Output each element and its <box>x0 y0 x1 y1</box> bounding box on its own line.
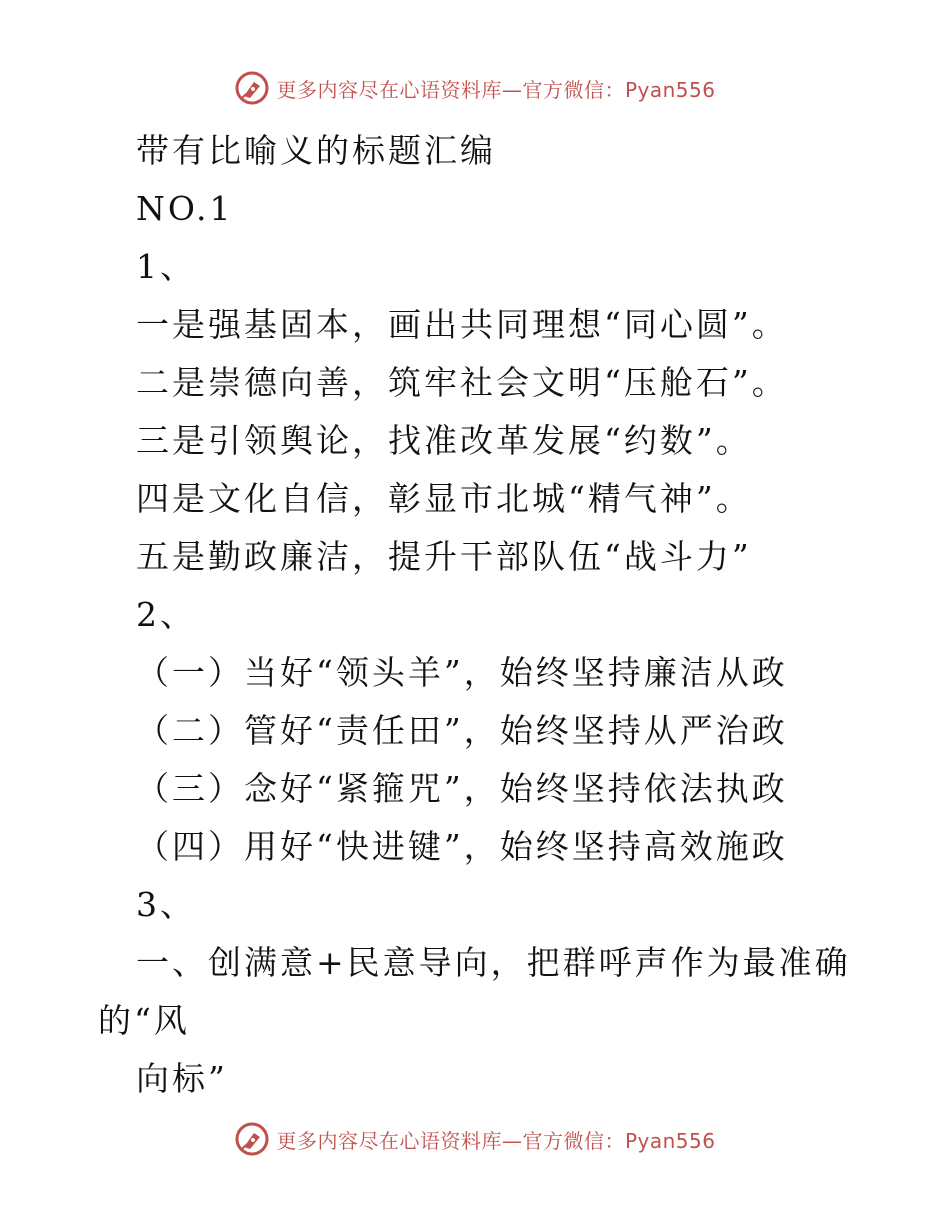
text-line: （一）当好“领头羊”，始终坚持廉洁从政 <box>136 653 788 692</box>
text-line: 二是崇德向善，筑牢社会文明“压舱石”。 <box>136 363 788 402</box>
text-line: （四）用好“快进键”，始终坚持高效施政 <box>136 827 788 866</box>
text-line: 三是引领舆论，找准改革发展“约数”。 <box>136 421 752 460</box>
item-number: 2、 <box>136 595 196 634</box>
document-title: 带有比喻义的标题汇编 <box>136 131 496 170</box>
text-line: 四是文化自信，彰显市北城“精气神”。 <box>136 479 752 518</box>
text-line: （三）念好“紧箍咒”，始终坚持依法执政 <box>136 769 788 808</box>
footer-watermark <box>0 1121 950 1157</box>
item-number: 3、 <box>136 885 196 924</box>
text-line: （二）管好“责任田”，始终坚持从严治政 <box>136 711 788 750</box>
text-line: 一、创满意+民意导向，把群呼声作为最准确 <box>136 943 851 982</box>
document-body <box>0 122 950 1108</box>
item-number: 1、 <box>136 247 196 286</box>
header-watermark <box>0 70 950 106</box>
text-line: 向标” <box>136 1059 228 1098</box>
text-line: 五是勤政廉洁，提升干部队伍“战斗力” <box>136 537 752 576</box>
watermark-text: 更多内容尽在心语资料库—官方微信：Pyan556 <box>276 1128 716 1153</box>
section-label: NO.1 <box>136 189 234 228</box>
text-line: 的“风 <box>98 1001 190 1040</box>
watermark-text: 更多内容尽在心语资料库—官方微信：Pyan556 <box>276 77 716 102</box>
pen-nib-logo-icon <box>234 70 270 106</box>
pen-nib-logo-icon <box>234 1121 270 1157</box>
text-line: 一是强基固本，画出共同理想“同心圆”。 <box>136 305 788 344</box>
